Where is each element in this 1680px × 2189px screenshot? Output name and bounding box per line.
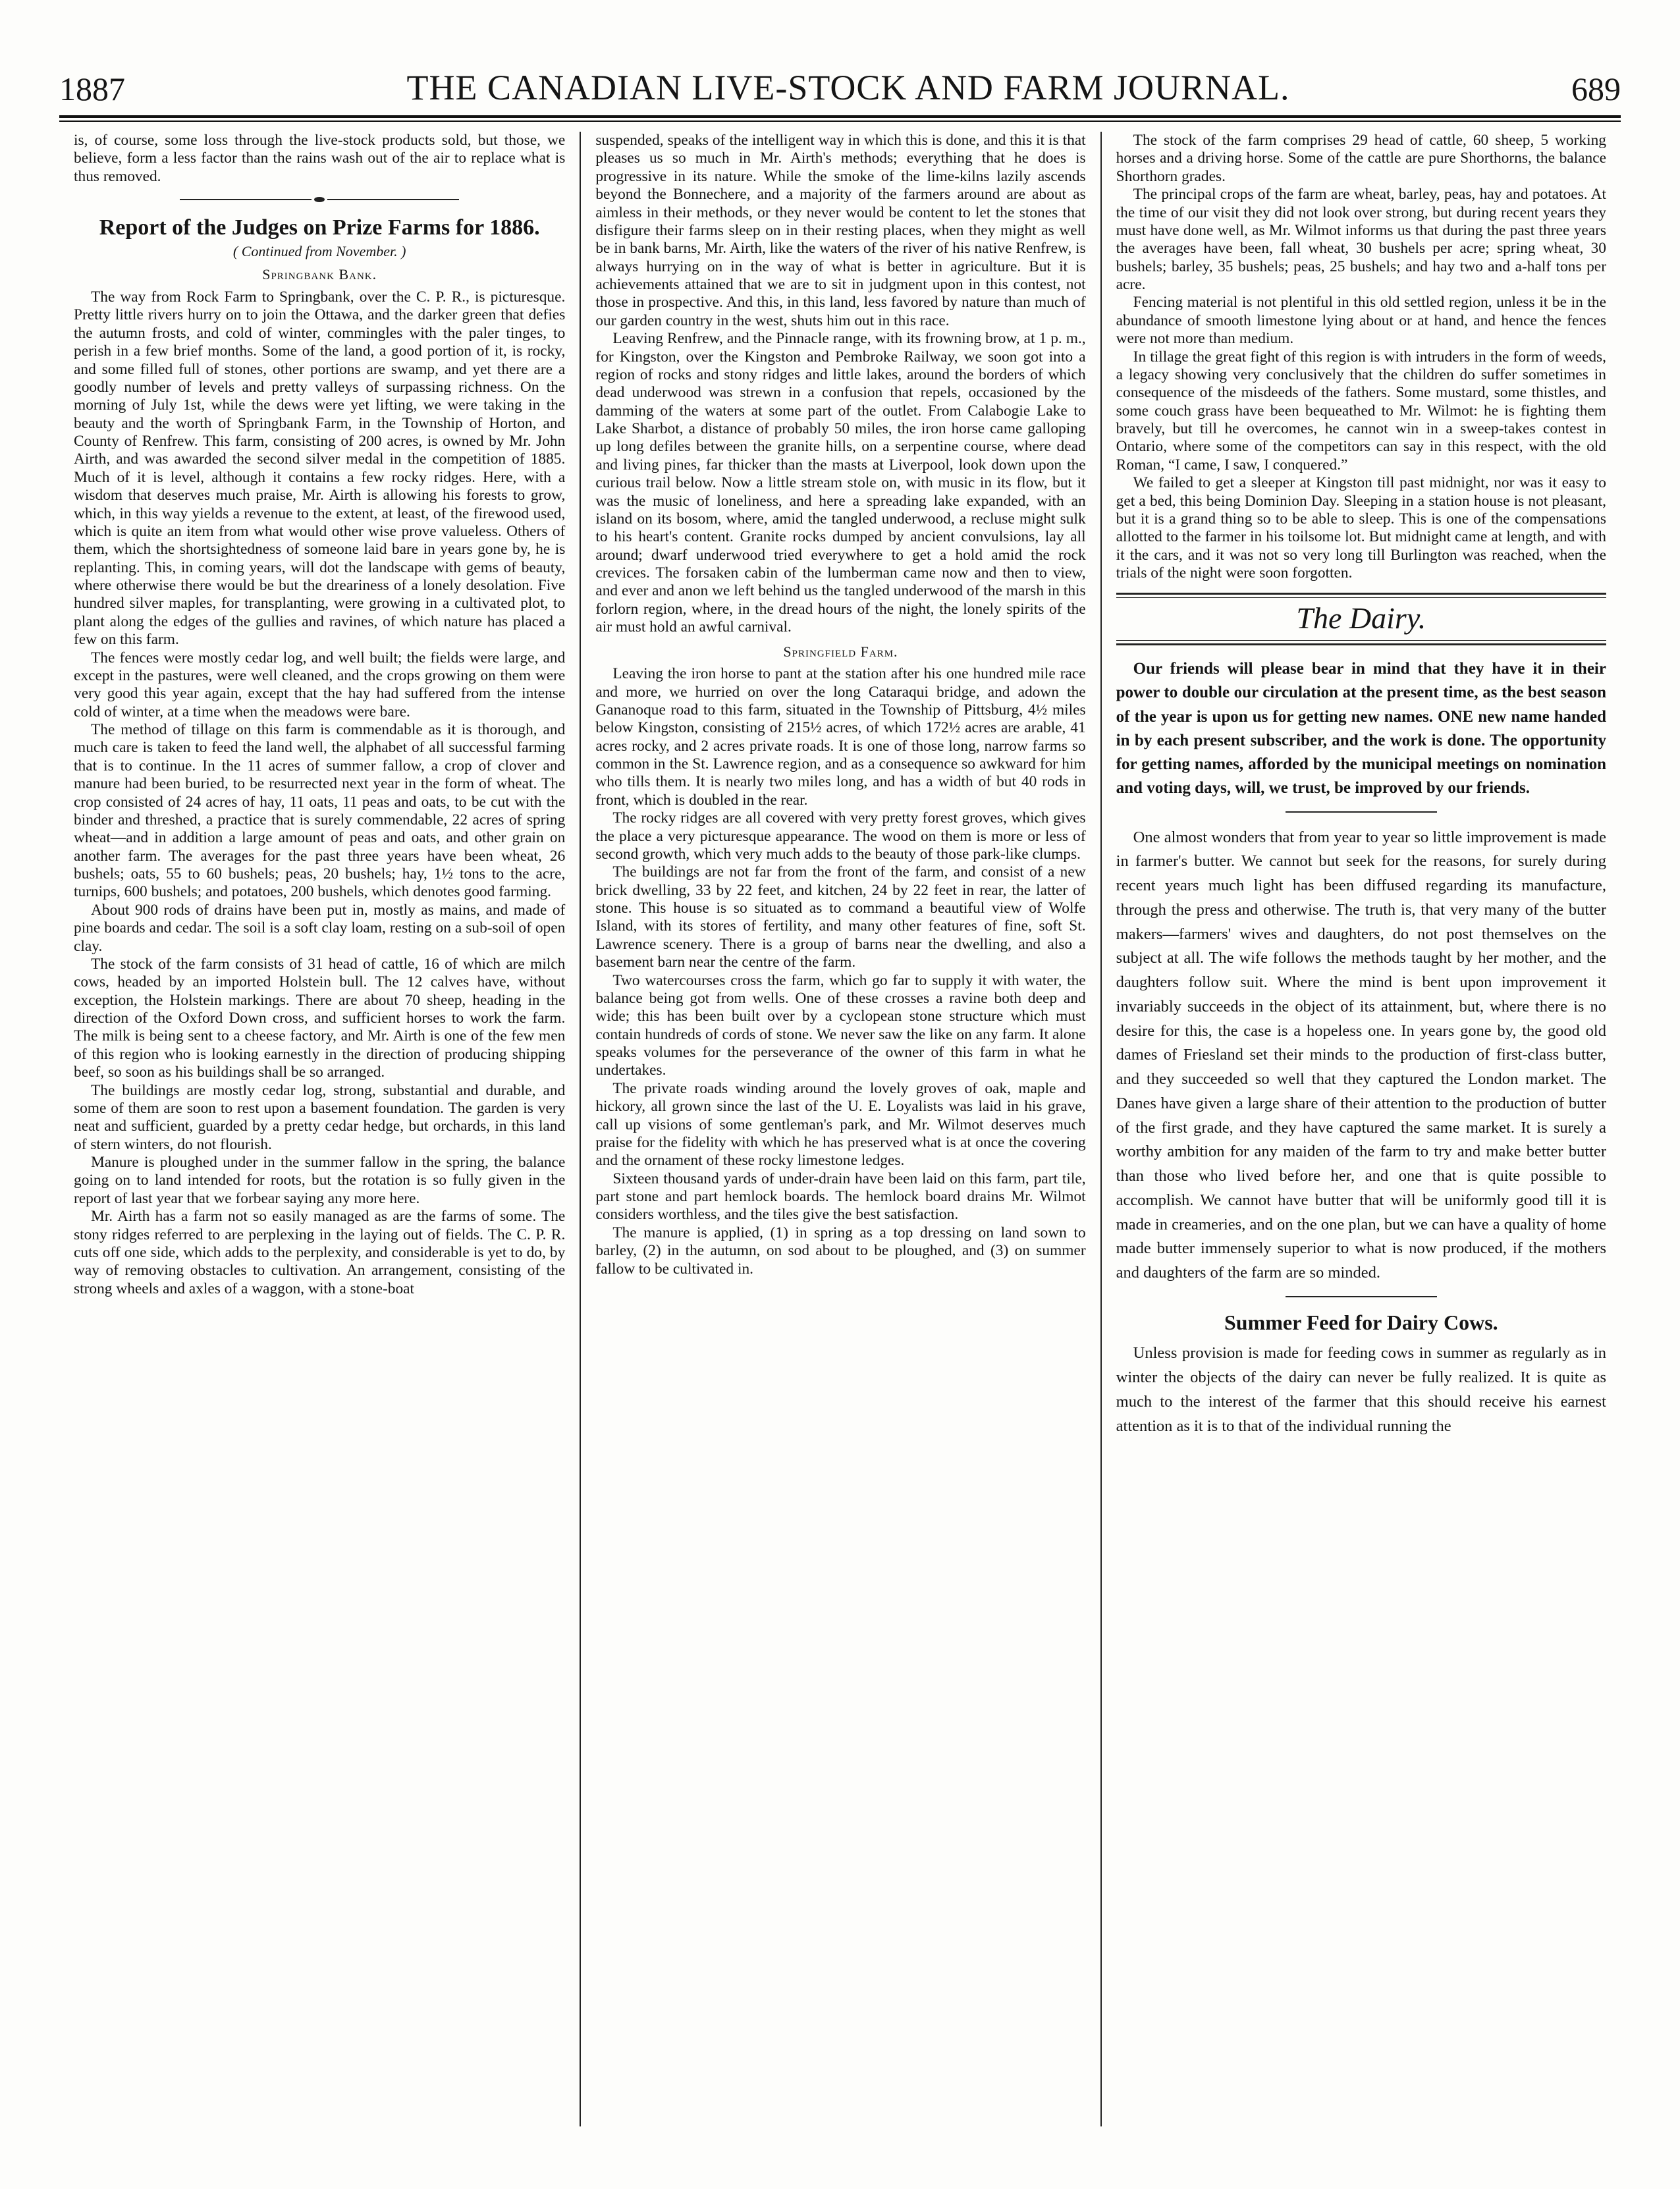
paragraph: The buildings are not far from the front of the farm, and consist of a new brick dwelling, 33 by 22 feet, and kitchen, 24 by 22 feet in rear, the latter of stone. This house is so situated as to command a beautiful view of Wolfe Island, with its stores of fertility, and many other features of fine, soft St. Lawrence scenery. There is a group of barns near the dwelling, and also a basement barn near the centre of the farm.: [595, 863, 1086, 971]
paragraph: The fences were mostly cedar log, and well built; the fields were large, and except in the pastures, were well cleaned, and the crops growing on them were very good this year again, except that the hay had suffered from the intense cold of winter, at a time when the meadows were bare.: [74, 649, 566, 720]
section-banner: [1116, 593, 1606, 645]
paragraph: We failed to get a sleeper at Kingston till past midnight, nor was it easy to get a bed, this being Dominion Day. Sleeping in a station house is not pleasant, but it is a grand thing so to be able to sleep. This is one of the compensations allotted to the farmer in his toilsome lot. But midnight came at length, and with it the cars, and it was not so very long till Burlington was reached, when the trials of the night were soon forgotten.: [1116, 474, 1606, 581]
header-rule: [59, 115, 1621, 118]
column-2: [580, 132, 1100, 2126]
divider: [1286, 1296, 1437, 1297]
continued-note: ( Continued from November. ): [232, 242, 406, 259]
paragraph: The rocky ridges are all covered with very pretty forest groves, which gives the place a very picturesque appearance. The wood on them is more or less of second growth, which very much adds to the beauty of those park-like clumps.: [595, 809, 1086, 863]
paragraph: In tillage the great fight of this region is with intruders in the form of weeds, a legacy showing very conclusively that the children do suffer sometimes in consequence of the misdeeds of the fathers. Some mustard, some thistles, and some couch grass have been bequeathed to Mr. Wilmot: he is fighting them bravely, but till he overcomes, he cannot win in a sweep-takes contest in Ontario, where some of the competitors can say in this respect, with the old Roman, “I came, I saw, I conquered.”: [1116, 348, 1606, 473]
paragraph: One almost wonders that from year to year so little improvement is made in farmer's butter. We cannot but seek for the reasons, for surely during recent years much light has been diffused regarding its manufacture, through the press and otherwise. The truth is, that very many of the butter makers—farmers' wives and daughters, do not post themselves on the subject at all. The wife follows the methods taught by her mother, and the daughters follow suit. Where the mind is bent upon improvement it invariably succeeds in the object of its attainment, but, where there is no desire for this, the case is a hopeless one. In years gone by, the good old dames of Friesland set their minds to the production of first-class butter, and they succeeded so well that they captured the London market. The Danes have given a large share of their attention to the production of butter of the first grade, and they have captured the same market. It is surely a worthy ambition for any maiden of the farm to try and make better butter than those who lived before her, and one that is quite possible to accomplish. We cannot have butter that will be uniformly good till it is made in creameries, and on the one plan, but we can have a quality of home made butter immensely superior to what is now produced, if the mothers and daughters of the farm are so minded.: [1116, 828, 1606, 1282]
paragraph: Manure is ploughed under in the summer fallow in the spring, the balance going on to land intended for roots, but the rotation is so fully given in the report of last year that we forbear saying any more here.: [74, 1154, 566, 1207]
column-3: [1100, 132, 1621, 2126]
subheading: Springfield Farm.: [783, 643, 898, 660]
paragraph: The stock of the farm consists of 31 head of cattle, 16 of which are milch cows, headed by an imported Holstein bull. The 12 calves have, without exception, the Holstein markings. There are about 70 sheep, heading in the direction of the Oxford Down cross, and sufficient horses to work the farm. The milk is being sent to a cheese factory, and Mr. Airth is one of the few men of this region who is looking earnestly in the direction of producing shipping beef, so soon as his buildings shall be so arranged.: [74, 955, 566, 1081]
section-title: The Dairy.: [1116, 597, 1606, 641]
paragraph: About 900 rods of drains have been put in, mostly as mains, and made of pine boards and cedar. The soil is a soft clay loam, resting on a sub-soil of open clay.: [74, 901, 566, 955]
header-rule-thin: [59, 121, 1621, 122]
article-title: Summer Feed for Dairy Cows.: [1224, 1310, 1498, 1334]
paragraph: The method of tillage on this farm is commendable as it is thorough, and much care is taken to feed the land well, the alphabet of all successful farming that is to continue. In the 11 acres of summer fallow, a crop of clover and manure had been buried, to be resurrected next year in the form of wheat. The crop consisted of 24 acres of hay, 11 oats, 11 peas and oats, to be cut with the binder and threshed, a practice that is surely commendable, 22 acres of spring wheat—and in addition a large amount of peas and oats, and other grain on another farm. The averages for the past three years have been wheat, 26 bushels; oats, 55 to 60 bushels; peas, 20 bushels; hay, 1½ tons to the acre, turnips, 600 bushels; and potatoes, 200 bushels, which denotes good farming.: [74, 721, 566, 901]
column-1: [59, 132, 580, 2126]
paragraph: Mr. Airth has a farm not so easily managed as are the farms of some. The stony ridges referred to are perplexing in the laying out of fields. The C. P. R. cuts off one side, which adds to the perplexity, and considerable is yet to do, by way of removing obstacles to cultivation. An arrangement, consisting of the strong wheels and axles of a waggon, with a stone-boat: [74, 1208, 566, 1297]
paragraph: The principal crops of the farm are wheat, barley, peas, hay and potatoes. At the time of our visit they did not look over strong, but during recent years they must have done well, as Mr. Wilmot informs us that during the past three years the averages have been, fall wheat, 30 bushels per acre; spring wheat, 30 bushels; barley, 35 bushels; peas, 25 bushels; and hay two and a-half tons per acre.: [1116, 186, 1606, 293]
page-header: [59, 53, 1621, 105]
paragraph: suspended, speaks of the intelligent way in which this is done, and this it is that pleases us so much in Mr. Airth's methods; everything that he does is progressive in its nature. While the smoke of the lime-kilns lazily ascends beyond the Bonnechere, and a majority of the farmers around are about as aimless in their methods, or they never would be content to let the stones that disfigure their farms sleep on in their resting places, when they might as well be in bank barns, Mr. Airth, like the waters of the river of his native Renfrew, is always hurrying on in the way of what is better in agriculture. But it is achievements attained that we are to sit in judgment upon in this contest, not those in prospective. And this, in this land, less favored by nature than much of our garden country in the west, shuts him out in this race.: [595, 132, 1086, 329]
paragraph: The buildings are mostly cedar log, strong, substantial and durable, and some of them are soon to rest upon a basement foundation. The garden is very neat and sufficient, guarded by a pretty cedar hedge, but orchards, in this land of stern winters, do not flourish.: [74, 1081, 566, 1153]
paragraph: Leaving Renfrew, and the Pinnacle range, with its frowning brow, at 1 p. m., for Kingston, over the Kingston and Pembroke Railway, we soon got into a region of rocks and stony ridges and little lakes, around the borders of which dead underwood was strewn in a confusion that repels, occasioned by the damming of the waters at some part of the outlet. From Calabogie Lake to Lake Sharbot, a distance of probably 50 miles, the iron horse came galloping up long defiles between the granite hills, on a serpentine course, where dead and living pines, far thicker than the masts at Liverpool, look down upon the curious trail below. Now a little stream stole on, with music in its flow, but it was the music of loneliness, and here a spreading lake expanded, with an island on its bosom, where, amid the tangled underwood, a recluse might sulk to his heart's content. Granite rocks dumped by ancient convulsions, lay all around; dwarf underwood tried everywhere to get a hold amid the rock crevices. The forsaken cabin of the lumberman came now and then to view, and ever and anon we left behind us the tangled underwood of the marsh in this forlorn region, where, in the dread hours of the night, the lonely spirits of the air must hold an awful carnival.: [595, 330, 1086, 636]
paragraph: Fencing material is not plentiful in this old settled region, unless it be in the abundance of smooth limestone lying about or at hand, and hence the fences were not more than medium.: [1116, 294, 1606, 348]
article-columns: [59, 132, 1621, 2126]
journal-title: THE CANADIAN LIVE-STOCK AND FARM JOURNAL.: [406, 68, 1290, 107]
paragraph: is, of course, some loss through the live-stock products sold, but those, we believe, form a less factor than the rains wash out of the air to replace what is thus removed.: [74, 132, 566, 185]
article-title: Report of the Judges on Prize Farms for 1886.: [99, 215, 540, 240]
paragraph: Unless provision is made for feeding cows in summer as regularly as in winter the objects of the dairy can never be fully realized. It is quite as much to the interest of the farmer that this should receive his earnest attention as it is to that of the individual running the: [1116, 1344, 1606, 1435]
paragraph: The manure is applied, (1) in spring as a top dressing on land sown to barley, (2) in the autumn, on sod about to be ploughed, and (3) on summer fallow to be cultivated in.: [595, 1224, 1086, 1278]
paragraph: The way from Rock Farm to Springbank, over the C. P. R., is picturesque. Pretty little rivers hurry on to join the Ottawa, and the darker green that defies the autumn frosts, and cold of winter, commingles with the paler tinges, to perish in a few brief months. Some of the land, a good portion of it, is rocky, and some filled full of stones, other portions are swamp, and yet there are a goodly number of levels and pretty valleys of surpassing richness. On the morning of July 1st, while the dews were yet lifting, we were taking in the beauty and the worth of Springbank Farm, in the Township of Horton, and County of Renfrew. This farm, consisting of 200 acres, is owned by Mr. John Airth, and was awarded the second silver medal in the competition of 1885. Much of it is level, although it contains a few rocky ridges. Here, with a wisdom that deserves much praise, Mr. Airth is allowing his forests to grow, which, in this way yields a revenue to the extent, at least, of the firewood used, which is quite an item from what would other wise prove valueless. Others of them, which the shortsightedness of someone laid bare in years gone by, he is replanting. This, in coming years, will dot the landscape with gems of beauty, where otherwise there would be but the dreariness of a lonely desolation. Five hundred silver maples, for transplanting, were growing in a cultivated plot, to plant along the edges of the gullies and ravines, of which nature has placed a few on this farm.: [74, 288, 566, 649]
paragraph: Sixteen thousand yards of under-drain have been laid on this farm, part tile, part stone and part hemlock boards. The hemlock board drains Mr. Wilmot considers worthless, and the tiles give the best satisfaction.: [595, 1170, 1086, 1224]
paragraph: Two watercourses cross the farm, which go far to supply it with water, the balance being got from wells. One of these crosses a ravine both deep and wide; this has been built over by a cyclopean stone structure which must contain hundreds of cords of stone. We never saw the like on any farm. It alone speaks volumes for the perseverance of the owner of this farm in what he undertakes.: [595, 971, 1086, 1079]
divider: [1286, 811, 1437, 813]
subheading: Springbank Bank.: [262, 266, 377, 283]
paragraph: The stock of the farm comprises 29 head of cattle, 60 sheep, 5 working horses and a driving horse. Some of the cattle are pure Shorthorns, the balance Shorthorn grades.: [1116, 132, 1606, 185]
subscriber-notice: Our friends will please bear in mind that they have it in their power to double our circulation at the present time, as the best season of the year is upon us for getting new names. ONE new name handed in by each present subscriber, and the work is done. The opportunity for getting names, afforded by the municipal meetings on nomination and voting days, will, we trust, be improved by our friends.: [1116, 660, 1606, 797]
paragraph: Leaving the iron horse to pant at the station after his one hundred mile race and more, we hurried on over the long Cataraqui bridge, and adown the Gananoque road to this farm, situated in the Township of Pittsburg, 4½ miles below Kingston, consisting of 215½ acres, of which 172½ acres are arable, 41 acres rocky, and 2 acres private roads. It is one of those long, narrow farms so common in the St. Lawrence region, and as a consequence so awkward for him who tills them. It is nearly two miles long, and has a width of but 40 rods in front, which is doubled in the rear.: [595, 665, 1086, 809]
header-year: 1887: [59, 70, 125, 107]
ornament-divider: [74, 190, 565, 207]
page-number: 689: [1571, 70, 1621, 107]
paragraph: The private roads winding around the lovely groves of oak, maple and hickory, all grown since the last of the U. E. Loyalists was laid in his grave, call up visions of some gentleman's park, and Mr. Wilmot deserves much praise for the fidelity with which he has preserved what is at once the covering and the ornament of these rocky limestone ledges.: [595, 1079, 1086, 1170]
